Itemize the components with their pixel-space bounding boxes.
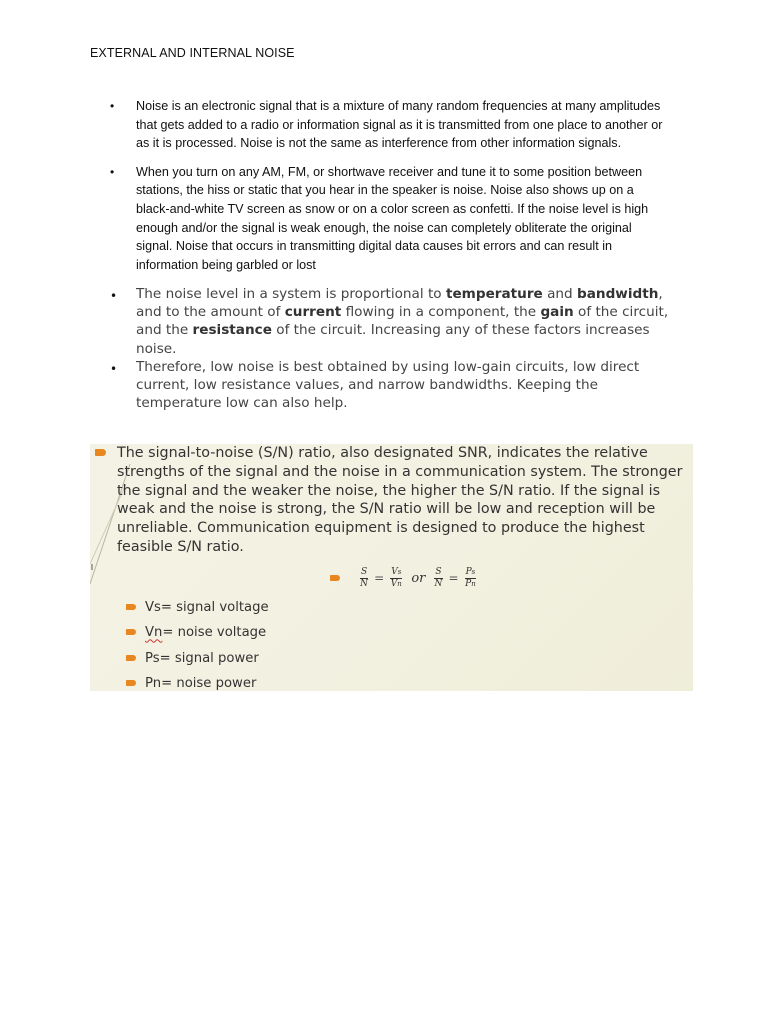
document-title: EXTERNAL AND INTERNAL NOISE (90, 46, 295, 60)
list-item (110, 97, 670, 153)
bullet-icon: • (110, 361, 118, 376)
arrow-bullet-icon (330, 575, 340, 581)
bullet-icon: • (110, 289, 118, 303)
list-item-text: Therefore, low noise is best obtained by using low-gain circuits, low direct current, low resistance values, and narrow bandwidths. Keeping the temperature low can also help. (136, 358, 640, 412)
fraction-s-over-n: $\frac{S}{N}$ (434, 566, 443, 589)
list-item-text: The noise level in a system is proportional to temperature and bandwidth, and to the amount of current flowing in a component, the gain of the circuit, and the resistance of the circuit. Increasing any of these factors increases noise. (136, 286, 669, 357)
arrow-bullet-icon (126, 680, 136, 686)
definitions-list (126, 599, 269, 691)
arrow-bullet-icon (95, 449, 106, 456)
fraction-ps-over-pn: $\frac{Ps}{Pn}$ (465, 566, 476, 589)
list-item (110, 285, 680, 358)
list-item (110, 163, 670, 275)
keyword-resistance: resistance (192, 322, 272, 339)
list-item-text: When you turn on any AM, FM, or shortwave receiver and tune it to some position between stations, the hiss or static that you hear in the speaker is noise. Noise also shows up on a black-and-white TV screen as snow or on a color screen as confetti. If the noise level is high enough and/or the signal is weak enough, the noise can completely obliterate the original signal. Noise that occurs in transmitting digital data causes bit errors and can result in information being garbled or lost (136, 164, 649, 272)
definition-item: Vs= signal voltage (126, 599, 269, 624)
list-item-text: Noise is an electronic signal that is a mixture of many random frequencies at many amplitudes that gets added to a radio or information signal as it is transmitted from one place to another or as it is processed. Noise is not the same as interference from other information signals. (136, 99, 663, 151)
definition-item: Vn= noise voltage (126, 624, 269, 649)
bullet-icon: • (110, 99, 115, 113)
arrow-bullet-icon (126, 629, 136, 635)
list-item (110, 358, 680, 413)
definition-item: Ps= signal power (126, 650, 269, 675)
fraction-vs-over-vn: $\frac{Vs}{Vn}$ (390, 566, 402, 589)
fraction-s-over-n: $\frac{S}{N}$ (360, 566, 369, 589)
definition-item: Pn= noise power (126, 675, 269, 691)
snr-paragraph: The signal-to-noise (S/N) ratio, also designated SNR, indicates the relative strengths of the signal and the noise in a communication system. The stronger the signal and the weaker the noise, the higher the S/N ratio. If the signal is weak and the noise is strong, the S/N ratio will be low and reception will be unreliable. Communication equipment is designed to produce the highest feasible S/N ratio. (117, 445, 683, 555)
keyword-gain: gain (540, 304, 574, 321)
arrow-bullet-icon (126, 604, 136, 610)
keyword-current: current (284, 304, 342, 321)
bullet-icon: • (110, 164, 115, 179)
bullet-list-bottom (110, 285, 680, 412)
bullet-list-top (110, 97, 670, 274)
snr-formula: $\frac{S}{N}$ = $\frac{Vs}{Vn}$ or $\frac{S}{N}$ = $\frac{Ps}{Pn}$ (330, 562, 476, 594)
slide-image (90, 444, 693, 691)
keyword-bandwidth: bandwidth (576, 286, 659, 302)
keyword-temperature: temperature (445, 286, 543, 302)
arrow-bullet-icon (126, 655, 136, 661)
